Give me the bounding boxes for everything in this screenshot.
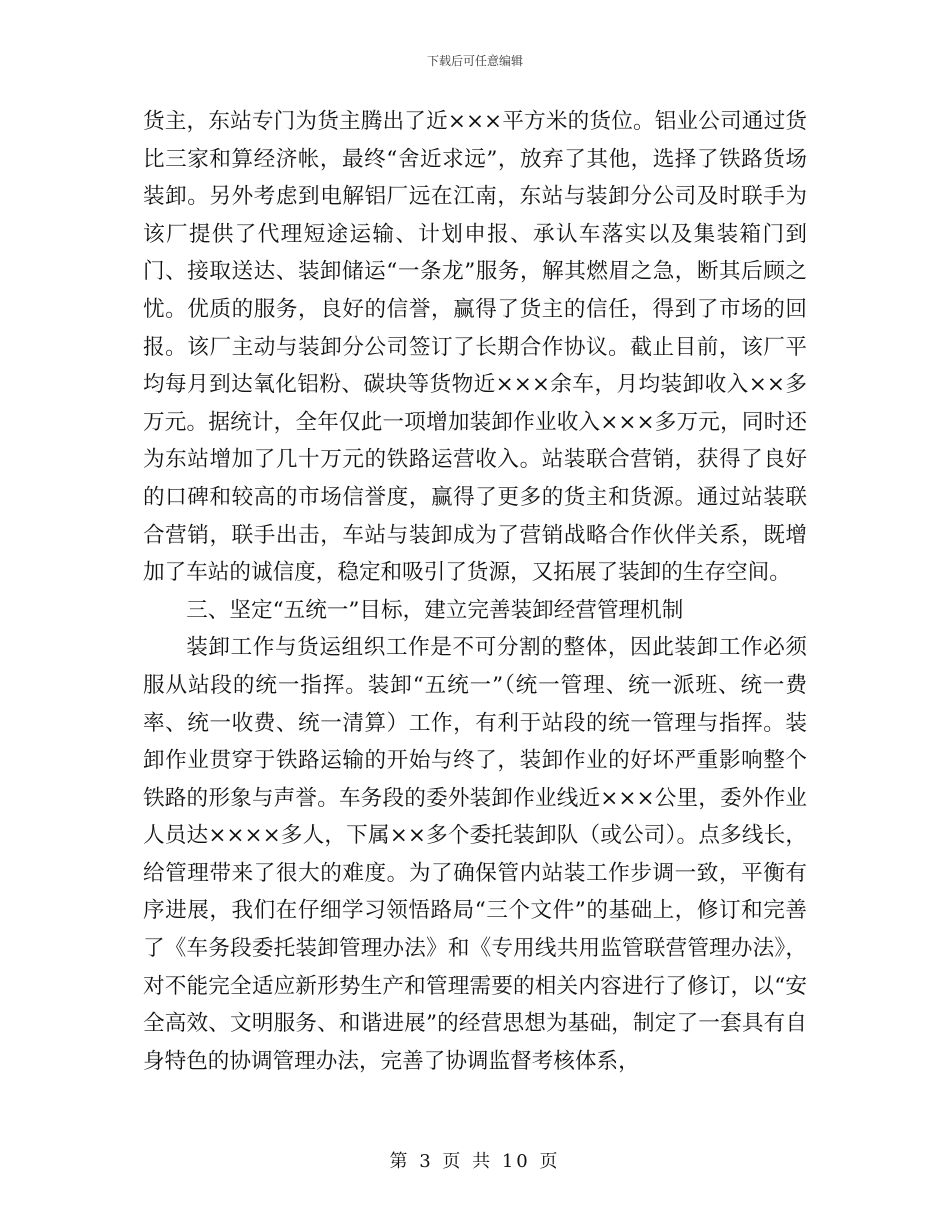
section-heading: 三、坚定“五统一”目标，建立完善装卸经营管理机制 (186, 597, 684, 623)
page-header-note: 下载后可任意编辑 (426, 54, 523, 68)
page-number: 第 3 页 共 10 页 (389, 1151, 561, 1172)
body-paragraph: 货主，东站专门为货主腾出了近×××平方米的货位。铝业公司通过货比三家和算经济帐，最终“舍近求远”，放弃了其他，选择了铁路货场装卸。另外考虑到电解铝厂远在江南，东站与装卸分公司及时联手为该厂提供了代理短途运输、计划申报、承认车落实以及集装箱门到门、接取送达、装卸储运“一条龙”服务，解其燃眉之急，断其后顾之忧。优质的服务，良好的信誉，赢得了货主的信任，得到了市场的回报。该厂主动与装卸分公司签订了长期合作协议。截止目前，该厂平均每月到达氧化铝粉、碳块等货物近×××余车，月均装卸收入××多万元。据统计，全年仅此一项增加装卸作业收入×××多万元，同时还为东站增加了几十万元的铁路运营收入。站装联合营销，获得了良好的口碑和较高的市场信誉度，赢得了更多的货主和货源。通过站装联合营销，联手出击，车站与装卸成为了营销战略合作伙伴关系，既增加了车站的诚信度，稳定和吸引了货源，又拓展了装卸的生存空间。 (143, 109, 807, 586)
document-body (143, 103, 807, 1080)
body-paragraph: 装卸工作与货运组织工作是不可分割的整体，因此装卸工作必须服从站段的统一指挥。装卸“五统一”（统一管理、统一派班、统一费率、统一收费、统一清算）工作，有利于站段的统一管理与指挥。装卸作业贯穿于铁路运输的开始与终了，装卸作业的好坏严重影响整个铁路的形象与声誉。车务段的委外装卸作业线近×××公里，委外作业人员达××××多人，下属××多个委托装卸队（或公司）。点多线长，给管理带来了很大的难度。为了确保管内站装工作步调一致，平衡有序进展，我们在仔细学习领悟路局“三个文件”的基础上，修订和完善了《车务段委托装卸管理办法》和《专用线共用监管联营管理办法》，对不能完全适应新形势生产和管理需要的相关内容进行了修订，以“安全高效、文明服务、和谐进展”的经营思想为基础，制定了一套具有自身特色的协调管理办法，完善了协调监督考核体系， (143, 635, 807, 1074)
